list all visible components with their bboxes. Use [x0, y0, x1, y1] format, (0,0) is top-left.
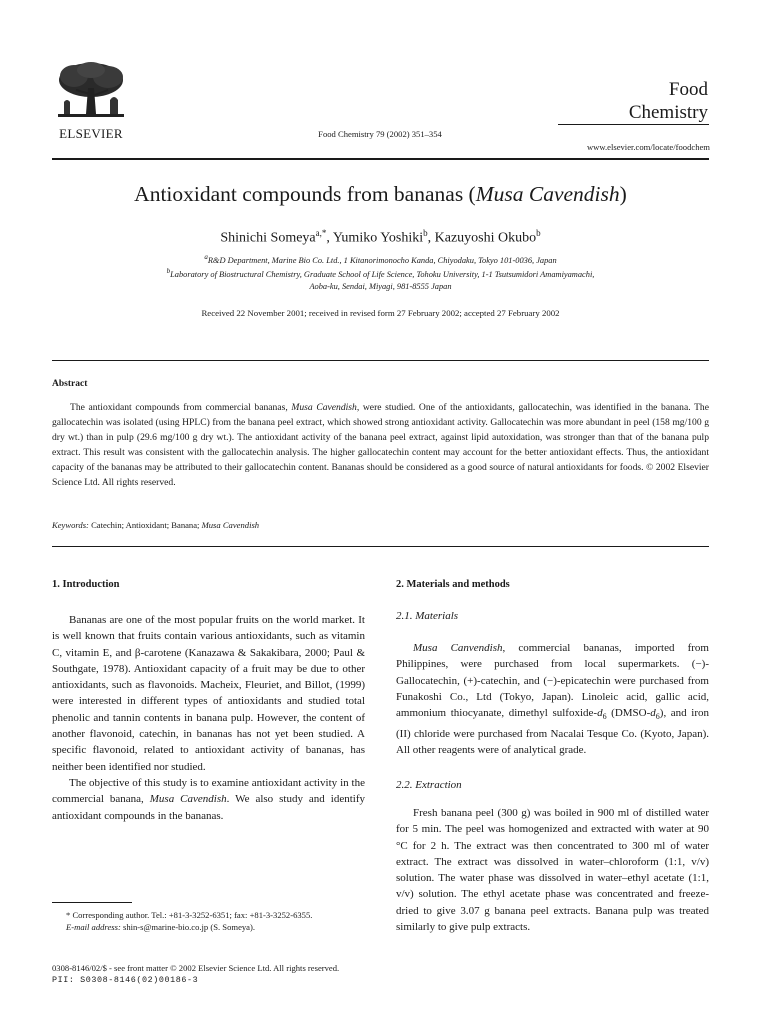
email-note [52, 921, 365, 933]
intro-paragraph-2 [52, 775, 365, 824]
author-someya-affil: a, [315, 228, 322, 238]
materials-species: Musa Canvendish [413, 642, 503, 654]
affiliation-b-cont: Aoba-ku, Sendai, Miyagi, 981-8555 Japan [309, 281, 452, 291]
journal-url[interactable]: www.elsevier.com/locate/foodchem [586, 142, 710, 152]
intro-heading: 1. Introduction [52, 579, 120, 590]
author-yoshiki-affil: b [423, 228, 428, 238]
article-title [52, 182, 709, 207]
intro-p2-text: The objective of this study is to examine antioxidant activity in the commercial banana, [52, 776, 365, 806]
extraction-paragraph: Fresh banana peel (300 g) was boiled in 900 ml of distilled water for 5 min. The peel was homogenized and extracted with water at 90 °C for 2 h. The extract was then concentrated to 300 ml of water extract. The extract was dissolved in water–chloroform (1:1, v/v) solution. The water phase was dissolved in water–ethyl acetate (1:1, v/v) solution. The ethyl acetate phase was concentrated and freeze-dried to give 3.07 g banana peel extracts. Banana pulp was treated similarly to give pulp extracts. [396, 807, 709, 934]
affiliation-a [60, 252, 701, 266]
keywords-species: Musa Cavendish [201, 520, 260, 530]
intro-p2-text: . We also study and identify antioxidant compounds in the bananas. [52, 793, 365, 822]
affiliation-b-mark: b [166, 267, 171, 276]
d6-symbol: d [650, 707, 656, 720]
abstract-bottom-rule [52, 546, 709, 547]
title-species: Musa Cavendish [475, 182, 620, 206]
corresponding-mark: * [321, 228, 327, 238]
corresponding-author-note: * Corresponding author. Tel.: +81-3-3252-6351; fax: +81-3-3252-6355. [66, 910, 313, 920]
title-text: Antioxidant compounds from bananas ( [134, 182, 476, 206]
intro-p2-species: Musa Cavendish [149, 793, 227, 806]
author-list [52, 228, 709, 247]
elsevier-tree-icon [52, 60, 130, 122]
journal-citation: Food Chemistry 79 (2002) 351–354 [318, 129, 442, 139]
extraction-subheading: 2.2. Extraction [396, 779, 462, 791]
abstract-part: The antioxidant compounds from commercial bananas, [70, 402, 292, 413]
footnote-rule [52, 902, 132, 903]
abstract-part: , were studied. One of the antioxidants, gallocatechin, was identified in the banana. The gallocatechin was isolated (using HPLC) from the banana peel extract, which showed strong antioxidant activity. Gallocatechin was more abundant in peel (158 mg/100 g dry wt.) than in pulp (29.6 mg/100 g dry wt.). The antioxidant activity of the banana peel extract, against lipid autoxidation, was stronger than that of the banana pulp extract. This result was consistent with the gallocatechin analysis. The higher gallocatechin content may account for the better antioxidant effects. Thus, the antioxidant capacity of the bananas may be attributed to their gallocatechin content. Bananas should be considered as a good source of natural antioxidants for foods. © 2002 Elsevier Science Ltd. All rights reserved. [52, 402, 709, 489]
materials-subheading: 2.1. Materials [396, 610, 459, 622]
author-okubo[interactable]: Kazuyoshi Okubo [434, 230, 537, 246]
front-matter [52, 962, 709, 987]
affiliation-b [60, 266, 701, 280]
journal-name-line1: Food [668, 79, 708, 100]
publisher-name: ELSEVIER [59, 126, 123, 141]
keywords [52, 520, 709, 530]
intro-paragraph-1: Bananas are one of the most popular fruits on the world market. It is well known that fruits contain various antioxidants, such as vitamin C, vitamin E, and β-carotene (Kanazawa & Sakakibara, 2000; Paul & Southgate, 1978). Antioxidant capacity of a fruit may be due to other antioxidants, such as flavonoids. Macheix, Fleuriet, and Billot, (1999) were interested in different types of antioxidants and studied total phenolic and tannin contents in banana pulp. However, the content of another flavonoid, catechin, in bananas has not yet been studied. A specific flavonoid, related to antioxidant activity of bananas, has neither been identified nor studied. [52, 614, 365, 773]
author-someya[interactable]: Shinichi Someya [220, 230, 316, 246]
materials-body [396, 640, 709, 758]
intro-body [52, 612, 365, 824]
author-okubo-affil: b [536, 228, 541, 238]
d6-subscript: 6 [655, 712, 660, 722]
journal-name-line2: Chemistry [628, 102, 708, 123]
received-dates: Received 22 November 2001; received in revised form 27 February 2002; accepted 27 February 2002 [201, 308, 560, 318]
copyright-line: 0308-8146/02/$ - see front matter © 2002 Elsevier Science Ltd. All rights reserved. [52, 963, 340, 973]
header-rule [52, 158, 709, 160]
pii-line: PII: S0308-8146(02)00186-3 [52, 975, 199, 986]
d6-symbol: d [597, 707, 603, 720]
footnote [52, 909, 365, 934]
affiliation-b-text: Laboratory of Biostructural Chemistry, Graduate School of Life Science, Tohoku University, 1-1 Tsutsumidori Amamiyamachi, [170, 270, 595, 280]
affiliation-a-text: R&D Department, Marine Bio Co. Ltd., 1 Kitanorimonocho Kanda, Chiyodaku, Tokyo 101-0036, Japan [207, 255, 557, 265]
extraction-body [396, 805, 709, 935]
abstract-top-rule [52, 360, 709, 361]
abstract-species: Musa Cavendish [291, 402, 357, 413]
title-close: ) [619, 182, 627, 206]
keywords-label: Keywords: [52, 520, 89, 530]
materials-text: , commercial bananas, imported from Philippines, were purchased from local supermarkets. (−)-Gallocatechin, (+)-catechin, and (−)-epicatechin were purchased from Funakoshi Co., Ltd (Tokyo, Japan). Linoleic acid, gallic acid, ammonium thiocyanate, dimethyl sulfoxide- [396, 642, 709, 720]
abstract-heading: Abstract [52, 379, 88, 389]
abstract-text [52, 400, 709, 491]
materials-text: (DMSO- [606, 707, 651, 720]
d6-subscript: 6 [602, 712, 607, 722]
methods-heading: 2. Materials and methods [396, 579, 510, 590]
author-separator: , [427, 230, 435, 246]
keywords-list: Catechin; Antioxidant; Banana; [88, 520, 202, 530]
author-separator: , [326, 230, 333, 246]
email-label: E-mail address: [66, 922, 121, 933]
affiliation-a-mark: a [204, 253, 208, 261]
affiliations [60, 252, 701, 292]
journal-name [560, 78, 708, 124]
materials-text: ), and iron (II) chloride were purchased from Nacalai Tesque Co. (Kyoto, Japan). All other reagents were of analytical grade. [396, 707, 709, 756]
author-yoshiki[interactable]: Yumiko Yoshiki [332, 230, 424, 246]
journal-name-underline [558, 124, 709, 125]
materials-paragraph [396, 640, 709, 758]
email-address[interactable]: shin-s@marine-bio.co.jp (S. Someya). [120, 922, 256, 933]
